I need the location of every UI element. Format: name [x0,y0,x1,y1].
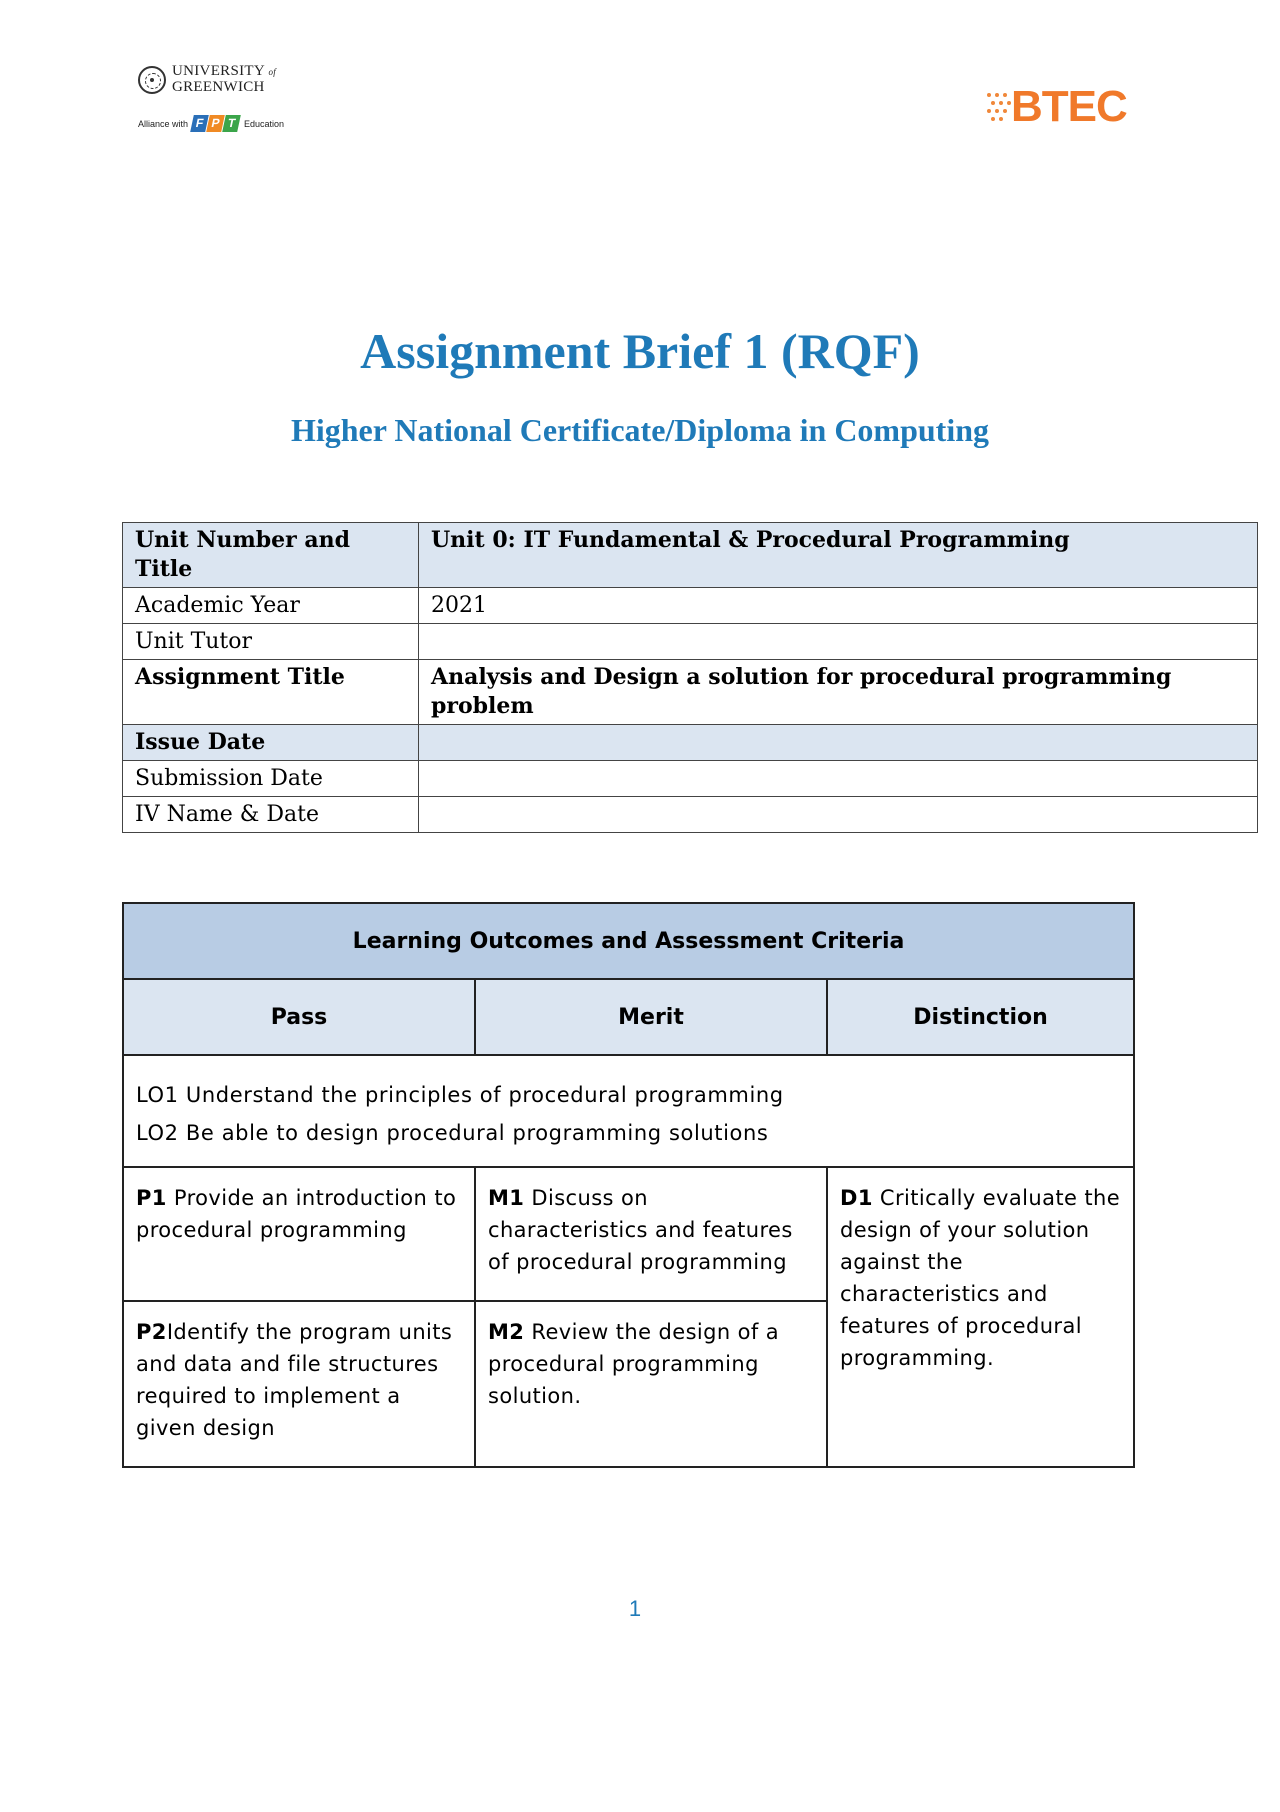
table-row [123,761,1258,797]
criterion-m1: M1 Discuss on characteristics and features of procedural programming [475,1167,827,1301]
unit-label: Unit Number and Title [123,523,419,588]
criterion-p1: P1 Provide an introduction to procedural programming [123,1167,475,1301]
page-title: Assignment Brief 1 (RQF) [360,323,920,379]
iv-name-date-value [419,797,1258,833]
page-number: 1 [628,1596,642,1621]
unit-tutor-value [419,624,1258,660]
academic-year-value: 2021 [419,588,1258,624]
assignment-info-table [122,522,1258,833]
table-row [123,588,1258,624]
university-of-greenwich-logo [138,64,298,144]
learning-outcomes [123,1055,1134,1167]
criteria-row-1 [123,1167,1134,1301]
issue-date-value [419,725,1258,761]
table-row [123,660,1258,725]
column-distinction: Distinction [827,979,1134,1055]
table-row [123,797,1258,833]
criteria-heading: Learning Outcomes and Assessment Criteria [123,903,1134,979]
assignment-title-label: Assignment Title [123,660,419,725]
criterion-d1: D1 Critically evaluate the design of your solution against the characteristics and features of procedural programming. [827,1167,1134,1467]
assignment-title-value: Analysis and Design a solution for procedural programming problem [419,660,1258,725]
unit-value: Unit 0: IT Fundamental & Procedural Programming [419,523,1258,588]
btec-dots-icon [985,87,1011,127]
lo1: LO1 Understand the principles of procedural programming [136,1083,784,1107]
submission-date-label: Submission Date [123,761,419,797]
criteria-heading-row [123,903,1134,979]
fpt-logo: F P T [192,115,240,132]
greenwich-seal-icon [138,66,166,94]
lo2: LO2 Be able to design procedural programming solutions [136,1121,769,1145]
greenwich-wordmark: UNIVERSITY of GREENWICH [172,63,277,95]
table-row [123,725,1258,761]
academic-year-label: Academic Year [123,588,419,624]
assessment-criteria-table [122,902,1135,1468]
learning-outcomes-row [123,1055,1134,1167]
table-row [123,624,1258,660]
criteria-columns-row [123,979,1134,1055]
table-row [123,523,1258,588]
column-merit: Merit [475,979,827,1055]
page-subtitle: Higher National Certificate/Diploma in Computing [290,412,990,448]
iv-name-date-label: IV Name & Date [123,797,419,833]
submission-date-value [419,761,1258,797]
btec-logo: BTEC [985,82,1127,132]
issue-date-label: Issue Date [123,725,419,761]
criterion-p2: P2Identify the program units and data and file structures required to implement a given design [123,1301,475,1467]
criterion-m2: M2 Review the design of a procedural programming solution. [475,1301,827,1467]
column-pass: Pass [123,979,475,1055]
unit-tutor-label: Unit Tutor [123,624,419,660]
alliance-line: Alliance with F P T Education [138,116,285,130]
